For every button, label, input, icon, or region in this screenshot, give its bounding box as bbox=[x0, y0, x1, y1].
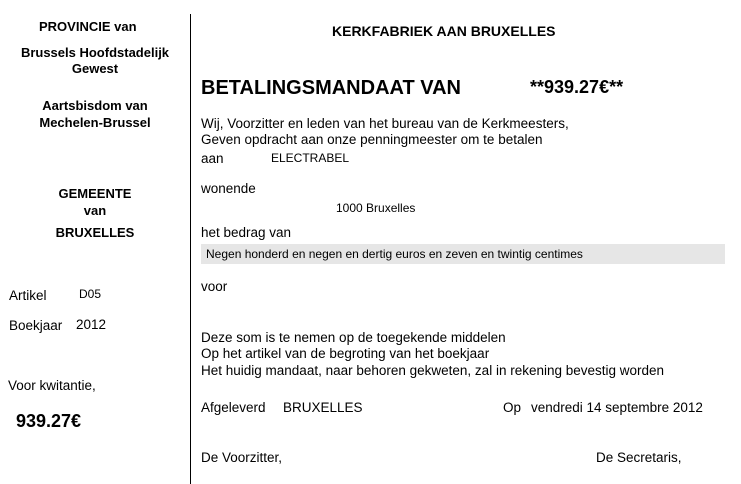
region-line2: Gewest bbox=[71, 61, 119, 76]
op-label: Op bbox=[503, 400, 522, 415]
payee-name: ELECTRABEL bbox=[271, 151, 350, 165]
artikel-value: D05 bbox=[79, 287, 102, 301]
province-label: PROVINCIE van bbox=[39, 19, 137, 34]
artikel-label: Artikel bbox=[9, 288, 47, 303]
intro-line1: Wij, Voorzitter en leden van het bureau van de Kerkmeesters, bbox=[201, 116, 569, 131]
kwitantie-label: Voor kwitantie, bbox=[8, 378, 96, 393]
amount-in-words: Negen honderd en negen en dertig euros en zeven en twintig centimes bbox=[206, 247, 583, 261]
diocese-line2: Mechelen-Brussel bbox=[39, 115, 151, 130]
payee-address: 1000 Bruxelles bbox=[336, 201, 416, 215]
aan-label: aan bbox=[201, 151, 224, 166]
municipality-name: BRUXELLES bbox=[55, 225, 135, 240]
afgeleverd-label: Afgeleverd bbox=[201, 400, 266, 415]
mandate-amount: **939.27€** bbox=[530, 77, 624, 97]
municipality-label: GEMEENTE bbox=[58, 186, 132, 201]
diocese-line1: Aartsbisdom van bbox=[42, 98, 148, 113]
afgeleverd-place: BRUXELLES bbox=[283, 400, 363, 415]
column-divider bbox=[190, 14, 191, 484]
wonende-label: wonende bbox=[201, 181, 256, 196]
closing-line1: Deze som is te nemen op de toegekende middelen bbox=[201, 330, 506, 345]
mandate-title: BETALINGSMANDAAT VAN bbox=[201, 77, 461, 99]
intro-line2: Geven opdracht aan onze penningmeester om te betalen bbox=[201, 132, 543, 147]
document-header: KERKFABRIEK AAN BRUXELLES bbox=[332, 23, 556, 39]
boekjaar-value: 2012 bbox=[76, 317, 107, 332]
voor-label: voor bbox=[201, 279, 228, 294]
boekjaar-label: Boekjaar bbox=[9, 318, 63, 333]
closing-line2: Op het artikel van de begroting van het boekjaar bbox=[201, 346, 490, 361]
bedrag-label: het bedrag van bbox=[201, 225, 292, 240]
voorzitter-signature: De Voorzitter, bbox=[201, 450, 283, 465]
issue-date: vendredi 14 septembre 2012 bbox=[531, 400, 703, 415]
closing-line3: Het huidig mandaat, naar behoren gekweten, zal in rekening bevestig worden bbox=[201, 363, 665, 378]
region-line1: Brussels Hoofdstadelijk bbox=[20, 45, 170, 60]
secretaris-signature: De Secretaris, bbox=[596, 450, 682, 465]
municipality-van: van bbox=[83, 203, 107, 218]
kwitantie-amount: 939.27€ bbox=[16, 411, 82, 431]
